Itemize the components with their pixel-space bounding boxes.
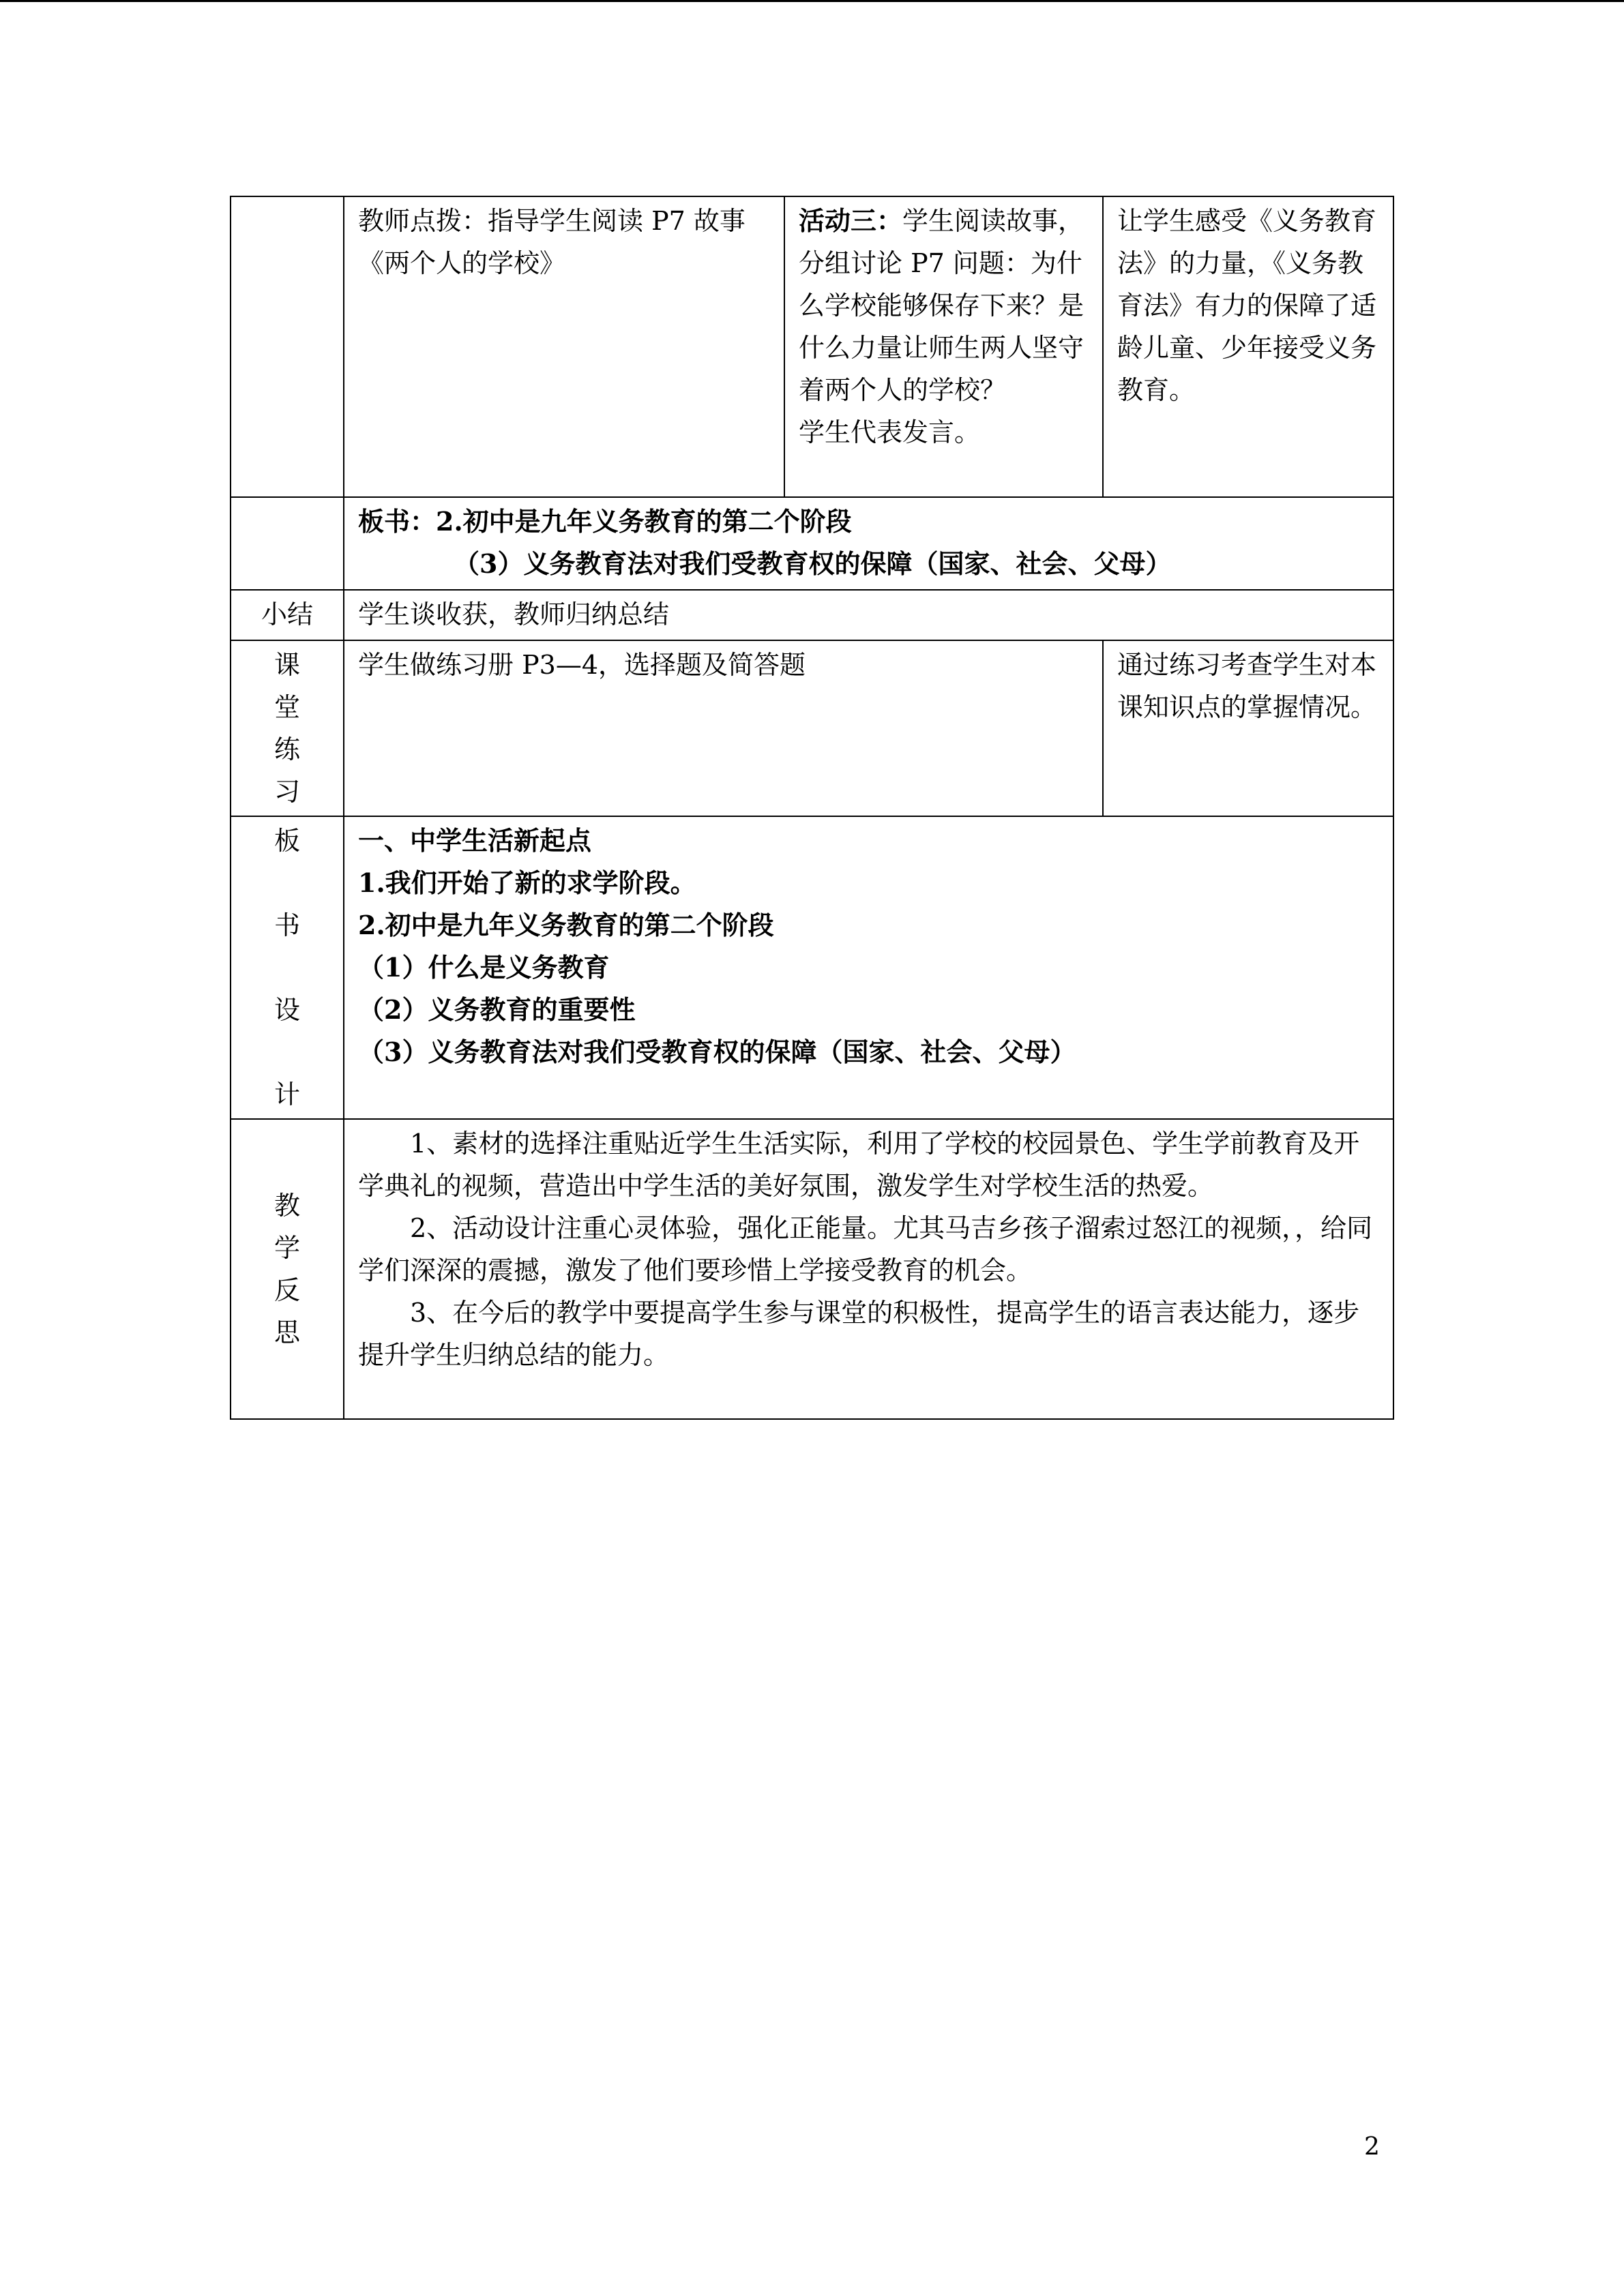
activity-three-row: [231, 196, 1393, 497]
label-char: 习: [274, 777, 300, 807]
teaching-reflection-row: [231, 1119, 1393, 1419]
reflection-paragraph: 2、活动设计注重心灵体验，强化正能量。尤其马吉乡孩子溜索过怒江的视频，，给同学们深深的震撼，激发了他们要珍惜上学接受教育的机会。: [358, 1213, 1373, 1285]
board-design-line: （1）什么是义务教育: [358, 952, 610, 983]
top-border-line: [0, 0, 1624, 2]
summary-content: 学生谈收获，教师归纳总结: [344, 590, 1393, 640]
label-char: 计: [274, 1079, 300, 1109]
reflection-paragraph: 1、素材的选择注重贴近学生生活实际，利用了学校的校园景色、学生学前教育及开学典礼的视频，营造出中学生活的美好氛围，激发学生对学校生活的热爱。: [358, 1129, 1360, 1201]
student-representative-text: 学生代表发言。: [799, 417, 981, 447]
board-design-label: [231, 816, 344, 1119]
board-note-row: [231, 497, 1393, 590]
label-char: 反: [274, 1275, 300, 1305]
label-char: 堂: [274, 692, 300, 722]
practice-content: 学生做练习册 P3—4，选择题及简答题: [344, 640, 1103, 816]
board-note-line-1: 板书：2.初中是九年义务教育的第二个阶段: [358, 506, 852, 537]
label-char: 书: [274, 910, 300, 940]
label-char: 课: [274, 650, 300, 680]
teaching-reflection-content: [344, 1119, 1393, 1419]
lesson-plan-table: [230, 196, 1394, 1420]
empty-label-cell: [231, 196, 344, 497]
board-design-line: （3）义务教育法对我们受教育权的保障（国家、社会、父母）: [358, 1037, 1076, 1067]
board-design-line: （2）义务教育的重要性: [358, 994, 636, 1025]
board-note-line-2: （3）义务教育法对我们受教育权的保障（国家、社会、父母）: [454, 548, 1172, 579]
label-char: 练: [274, 734, 300, 764]
teaching-reflection-label: [231, 1119, 344, 1419]
reflection-paragraph: 3、在今后的教学中要提高学生参与课堂的积极性，提高学生的语言表达能力，逐步提升学生归纳总结的能力。: [358, 1298, 1360, 1370]
page-number: 2: [1364, 2133, 1380, 2161]
design-intent-cell: [1103, 196, 1393, 497]
summary-row: [231, 590, 1393, 640]
board-design-line: 1.我们开始了新的求学阶段。: [358, 867, 696, 898]
label-char: 学: [274, 1233, 300, 1263]
board-design-line: 一、中学生活新起点: [358, 825, 592, 856]
classroom-practice-label: [231, 640, 344, 816]
classroom-practice-row: [231, 640, 1393, 816]
board-design-content: [344, 816, 1393, 1119]
student-activity-cell: [784, 196, 1103, 497]
teacher-guidance-text: 教师点拨：指导学生阅读 P7 故事《两个人的学校》: [358, 206, 745, 278]
label-char: 思: [274, 1317, 300, 1347]
board-note-cell: [344, 497, 1393, 590]
activity-three-label: 活动三：: [799, 205, 903, 236]
label-char: 教: [274, 1191, 300, 1221]
board-design-row: [231, 816, 1393, 1119]
practice-intent: 通过练习考查学生对本课知识点的掌握情况。: [1103, 640, 1393, 816]
label-char: 设: [274, 995, 300, 1025]
label-char: 板: [274, 826, 300, 856]
board-design-line: 2.初中是九年义务教育的第二个阶段: [358, 910, 774, 940]
summary-label: 小结: [231, 590, 344, 640]
empty-label-cell: [231, 497, 344, 590]
design-intent-text: 让学生感受《义务教育法》的力量，《义务教育法》有力的保障了适龄儿童、少年接受义务教育。: [1117, 206, 1377, 405]
activity-three-text: 学生阅读故事，分组讨论 P7 问题：为什么学校能够保存下来？是什么力量让师生两人坚守着两个人的学校？: [799, 206, 1084, 405]
teacher-guidance-cell: [344, 196, 784, 497]
